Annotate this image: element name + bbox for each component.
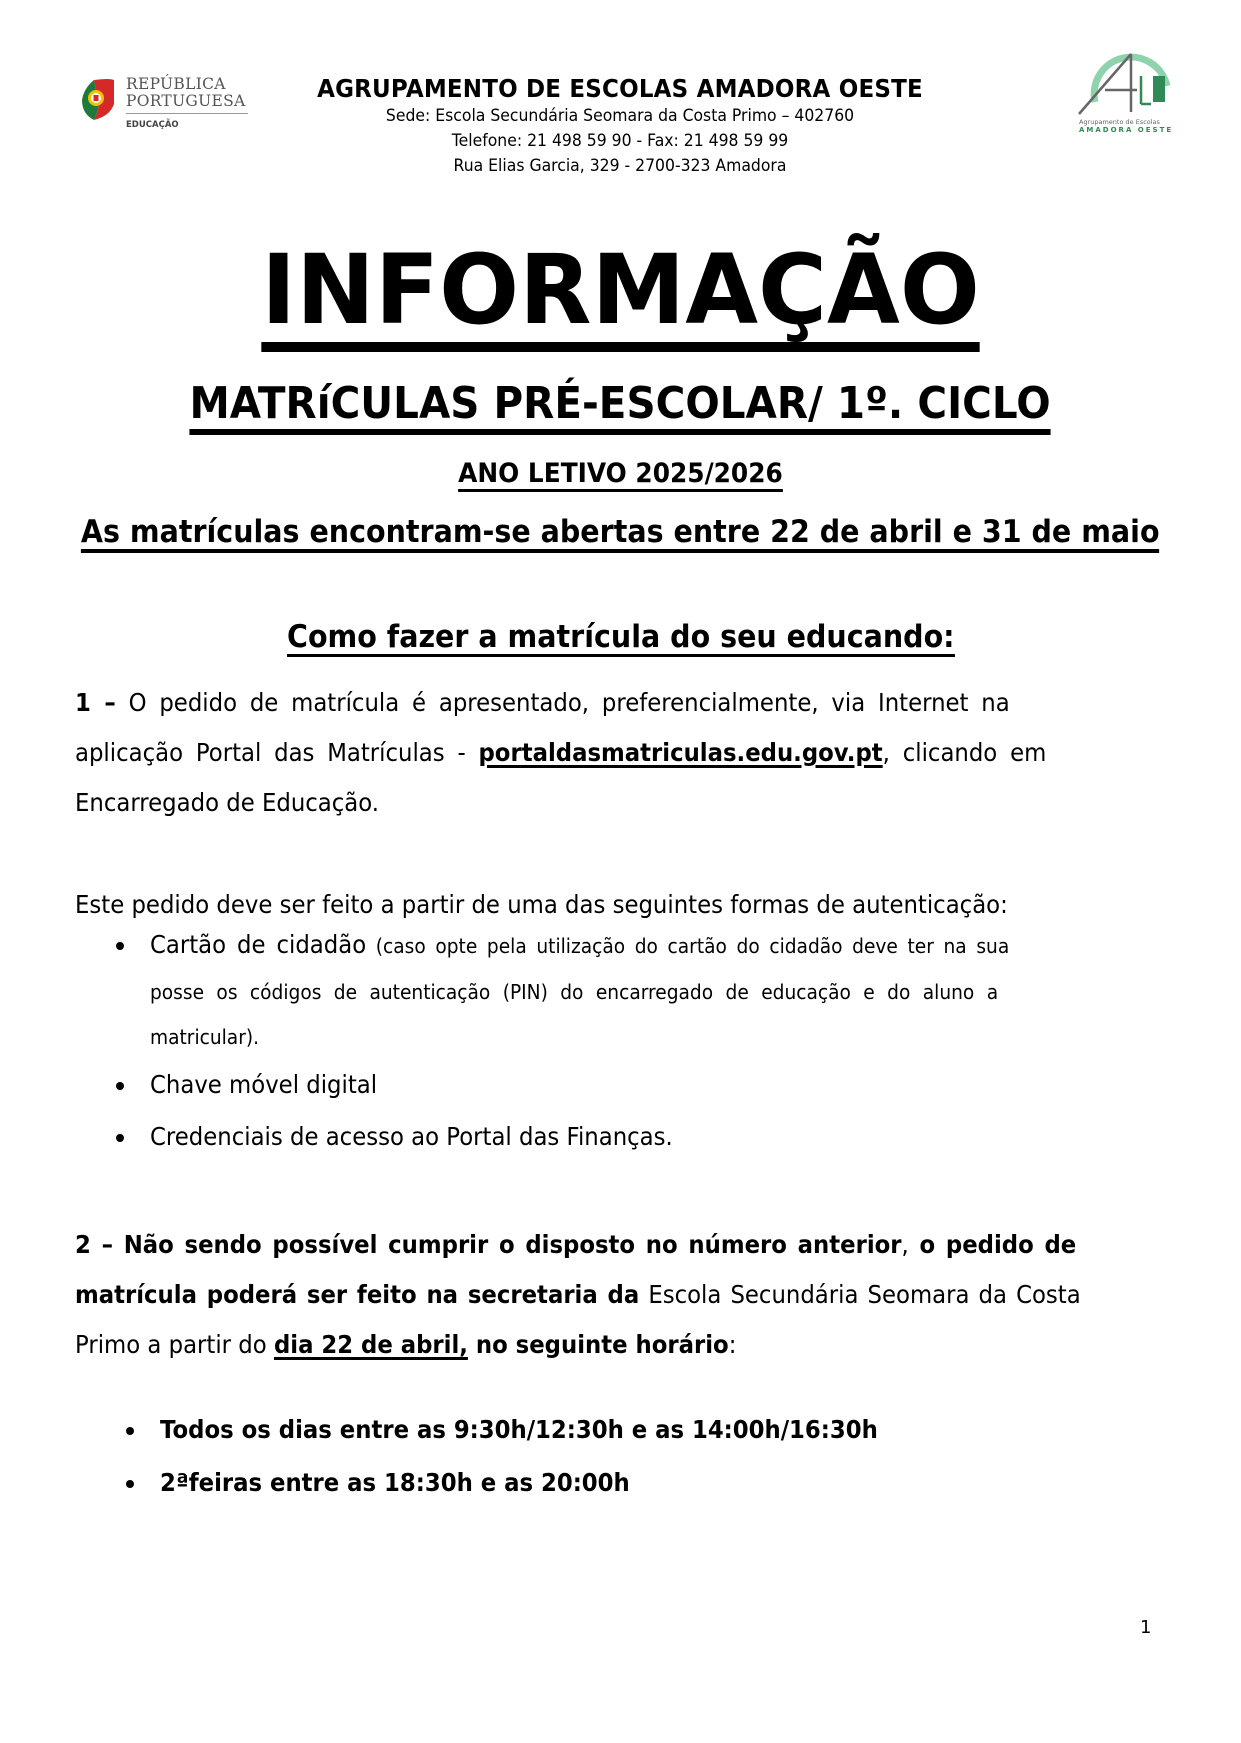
amadora-oeste-emblem-icon bbox=[1075, 40, 1185, 120]
paragraph-1 bbox=[75, 678, 1152, 828]
start-date-highlight: dia 22 de abril, bbox=[273, 1330, 468, 1359]
school-sede: Sede: Escola Secundária Seomara da Costa Primo – 402760 bbox=[385, 106, 855, 126]
portugal-emblem-icon bbox=[80, 78, 116, 122]
list-item: Credenciais de acesso ao Portal das Finanças. bbox=[75, 1122, 1152, 1172]
bullet-icon bbox=[126, 1427, 134, 1435]
republica-portuguesa-logo bbox=[80, 74, 255, 140]
document-subtitle: MATRíCULAS PRÉ-ESCOLAR/ 1º. CICLO bbox=[0, 378, 1241, 435]
list-item-continuation: posse os códigos de autenticação (PIN) do encarregado de educação e do aluno a bbox=[150, 980, 999, 1004]
logo-divider bbox=[126, 113, 248, 114]
school-header bbox=[280, 74, 960, 179]
auth-intro: Este pedido deve ser feito a partir de uma das seguintes formas de autenticação: bbox=[75, 890, 1008, 919]
list-item: Todos os dias entre as 9:30h/12:30h e as 14:00h/16:30h bbox=[75, 1415, 1152, 1465]
document-title: INFORMAÇÃO bbox=[12, 240, 1228, 352]
page-number: 1 bbox=[1140, 1617, 1152, 1638]
bullet-icon bbox=[116, 942, 124, 950]
school-name: AGRUPAMENTO DE ESCOLAS AMADORA OESTE bbox=[317, 74, 923, 103]
paragraph-2 bbox=[75, 1220, 1152, 1370]
paragraph-2-line-1: 2 – Não sendo possível cumprir o disposto no número anterior, o pedido de bbox=[75, 1230, 1077, 1259]
bullet-icon bbox=[116, 1134, 124, 1142]
school-address: Rua Elias Garcia, 329 - 2700-323 Amadora bbox=[453, 156, 787, 176]
enrollment-dates: As matrículas encontram-se abertas entre 22 de abril e 31 de maio bbox=[0, 513, 1241, 553]
amadora-oeste-logo bbox=[1075, 40, 1185, 135]
list-item: Cartão de cidadão (caso opte pela utilização do cartão do cidadão deve ter na sua bbox=[75, 930, 1152, 980]
bullet-icon bbox=[116, 1082, 124, 1090]
paragraph-1-line-2: aplicação Portal das Matrículas - portaldasmatriculas.edu.gov.pt, clicando em bbox=[75, 738, 1047, 767]
auth-methods-list bbox=[75, 930, 1152, 1160]
republica-portuguesa-text: REPÚBLICA PORTUGUESA bbox=[126, 75, 246, 110]
paragraph-1-line-1: 1 – O pedido de matrícula é apresentado, preferencialmente, via Internet na bbox=[75, 688, 1010, 717]
list-item: 2ªfeiras entre as 18:30h e as 20:00h bbox=[75, 1468, 1152, 1518]
educacao-label: EDUCAÇÃO bbox=[126, 120, 179, 130]
portal-matriculas-link[interactable]: portaldasmatriculas.edu.gov.pt bbox=[478, 738, 883, 767]
paragraph-1-line-3: Encarregado de Educação. bbox=[75, 788, 380, 817]
paragraph-2-line-2: matrícula poderá ser feito na secretaria da Escola Secundária Seomara da Costa bbox=[75, 1280, 1081, 1309]
paragraph-2-line-3: Primo a partir do dia 22 de abril, no seguinte horário: bbox=[75, 1330, 737, 1359]
school-phone: Telefone: 21 498 59 90 - Fax: 21 498 59 99 bbox=[451, 131, 789, 151]
logo-caption-agrupamento: Agrupamento de Escolas bbox=[1079, 118, 1160, 126]
bullet-icon bbox=[126, 1480, 134, 1488]
section-heading: Como fazer a matrícula do seu educando: bbox=[286, 619, 955, 655]
list-item-continuation: matricular). bbox=[150, 1025, 260, 1049]
list-item: Chave móvel digital bbox=[75, 1070, 1152, 1120]
logo-caption-amadora-oeste: AMADORA OESTE bbox=[1079, 126, 1174, 134]
schedule-list bbox=[75, 1415, 1152, 1525]
school-year: ANO LETIVO 2025/2026 bbox=[0, 457, 1241, 492]
